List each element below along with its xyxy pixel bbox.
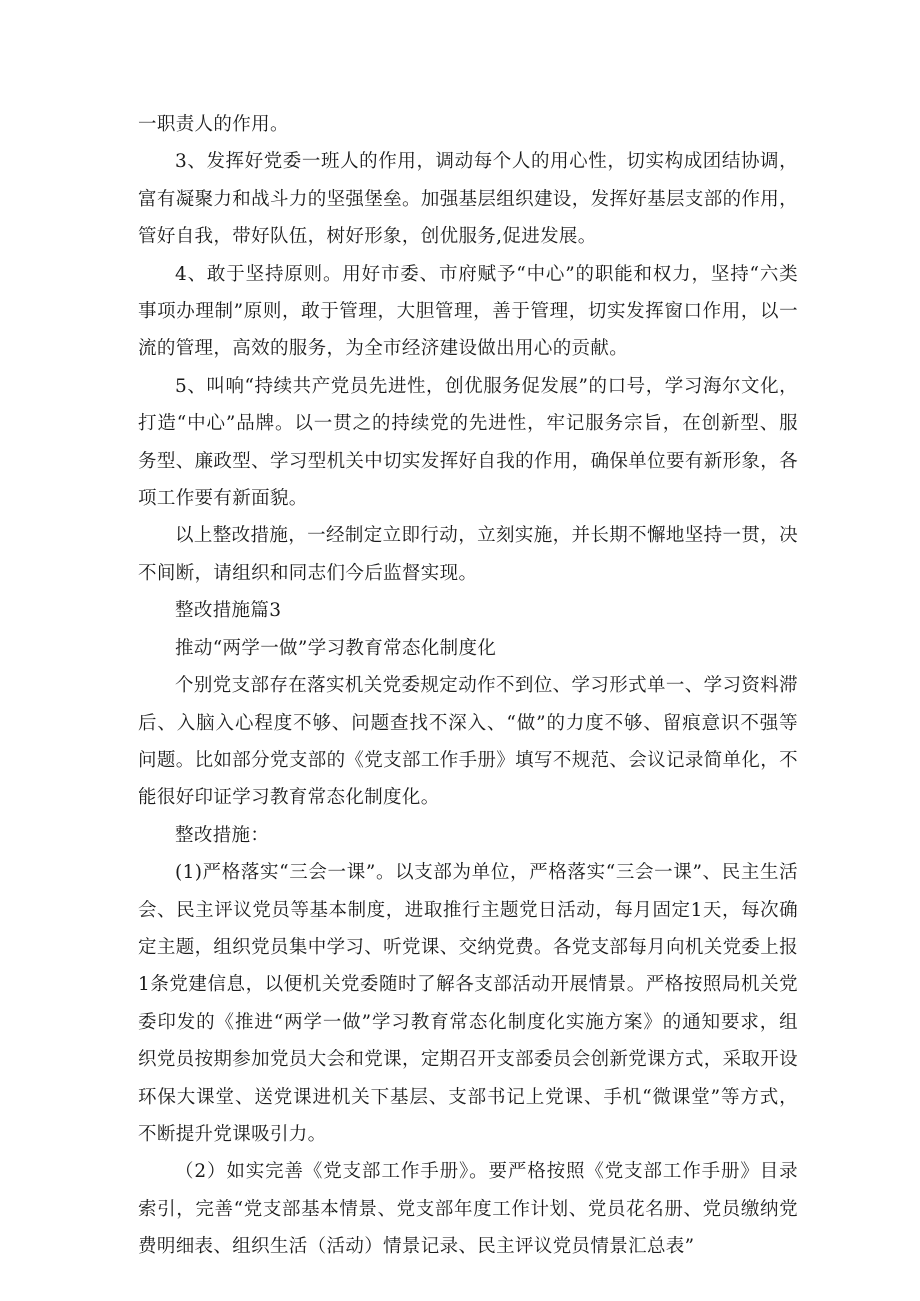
paragraph-conclusion: 以上整改措施，一经制定立即行动，立刻实施，并长期不懈地坚持一贯，决不间断，请组织和同志们今后监督实现。 [138, 525, 798, 584]
paragraph-problem: 个别党支部存在落实机关党委规定动作不到位、学习形式单一、学习资料滞后、入脑入心程度不够、问题查找不深入、“做”的力度不够、留痕意识不强等问题。比如部分党支部的《党支部工作手册》填写不规范、会议记录简单化，不能很好印证学习教育常态化制度化。 [138, 675, 798, 809]
section-subheading: 推动“两学一做”学习教育常态化制度化 [175, 637, 497, 659]
paragraph-measure-2: （2）如实完善《党支部工作手册》。要严格按照《党支部工作手册》目录索引，完善“党支部基本情景、党支部年度工作计划、党员花名册、党员缴纳党费明细表、组织生活（活动）情景记录、民主评议党员情景汇总表” [138, 1161, 798, 1258]
paragraph-item-5: 5、叫响“持续共产党员先进性，创优服务促发展”的口号，学习海尔文化，打造“中心”品牌。以一贯之的持续党的先进性，牢记服务宗旨，在创新型、服务型、廉政型、学习型机关中切实发挥好自我的作用，确保单位要有新形象，各项工作要有新面貌。 [138, 375, 798, 510]
document-page [138, 106, 798, 1266]
paragraph-measure-1: (1)严格落实“三会一课”。以支部为单位，严格落实“三会一课”、民主生活会、民主评议党员等基本制度，进取推行主题党日活动，每月固定1天，每次确定主题，组织党员集中学习、听党课、交纳党费。各党支部每月向机关党委上报1条党建信息，以便机关党委随时了解各支部活动开展情景。严格按照局机关党委印发的《推进“两学一做”学习教育常态化制度化实施方案》的通知要求，组织党员按期参加党员大会和党课，定期召开支部委员会创新党课方式，采取开设环保大课堂、送党课进机关下基层、支部书记上党课、手机“微课堂”等方式，不断提升党课吸引力。 [138, 862, 798, 1145]
paragraph-item-3: 3、发挥好党委一班人的作用，调动每个人的用心性，切实构成团结协调，富有凝聚力和战斗力的坚强堡垒。加强基层组织建设，发挥好基层支部的作用，管好自我，带好队伍，树好形象，创优服务,促进发展。 [138, 151, 798, 248]
paragraph-continuation: 一职责人的作用。 [138, 114, 289, 135]
section-heading: 整改措施篇3 [175, 600, 282, 622]
measures-label: 整改措施： [175, 824, 270, 846]
paragraph-item-4: 4、敢于坚持原则。用好市委、市府赋予“中心”的职能和权力，坚持“六类事项办理制”原则，敢于管理，大胆管理，善于管理，切实发挥窗口作用，以一流的管理，高效的服务，为全市经济建设做出用心的贡献。 [138, 263, 798, 360]
